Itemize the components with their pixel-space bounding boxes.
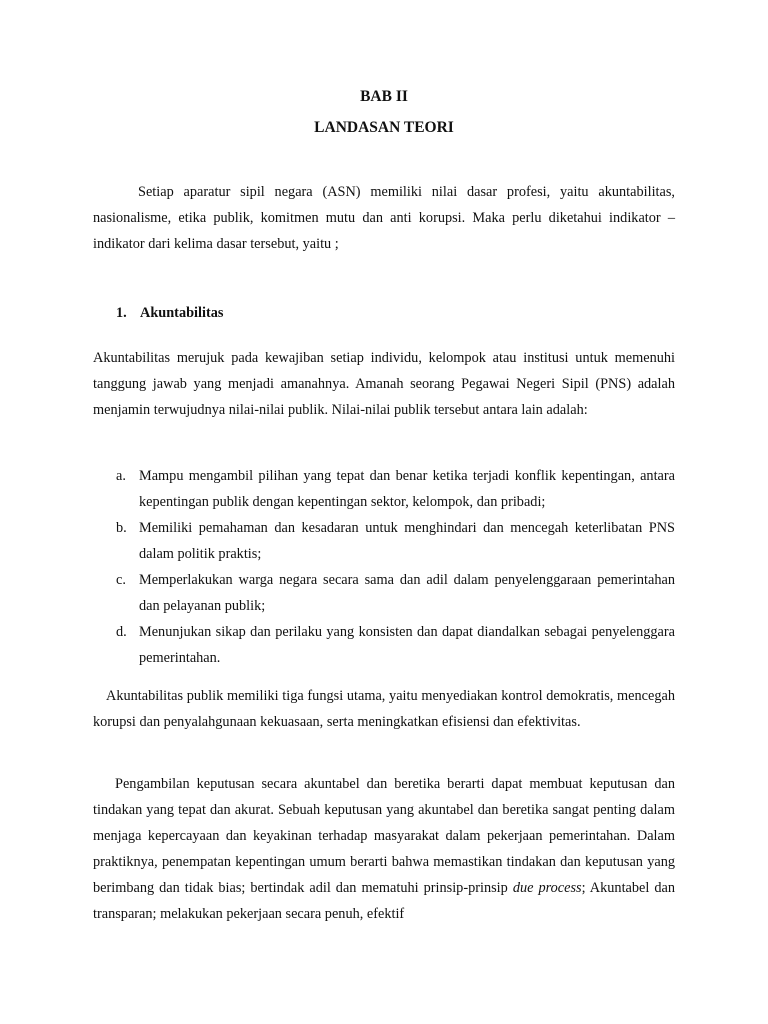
section-number: 1. <box>116 305 127 321</box>
list-item <box>116 567 675 619</box>
list-item <box>116 515 675 567</box>
list-marker: c. <box>116 572 126 588</box>
list-item-text: Menunjukan sikap dan perilaku yang konsisten dan dapat diandalkan sebagai penyelenggara pemerintahan. <box>139 624 675 666</box>
intro-paragraph: Setiap aparatur sipil negara (ASN) memiliki nilai dasar profesi, yaitu akuntabilitas, nasionalisme, etika publik, komitmen mutu dan anti korupsi. Maka perlu diketahui indikator – indikator dari kelima dasar tersebut, yaitu ; <box>93 184 675 252</box>
paragraph-akuntabilitas: Akuntabilitas merujuk pada kewajiban setiap individu, kelompok atau institusi untuk memenuhi tanggung jawab yang menjadi amanahnya. Amanah seorang Pegawai Negeri Sipil (PNS) adalah menjamin terwujudnya nilai-nilai publik. Nilai-nilai publik tersebut antara lain adalah: <box>93 350 675 418</box>
section-heading <box>116 305 223 322</box>
list-marker: d. <box>116 624 127 640</box>
list-item-text: Mampu mengambil pilihan yang tepat dan benar ketika terjadi konflik kepentingan, antara kepentingan publik dengan kepentingan sektor, kelompok, dan pribadi; <box>139 468 675 510</box>
section-title: Akuntabilitas <box>140 305 224 321</box>
paragraph-keputusan-tail: ; Akuntabel dan transparan; melakukan pekerjaan secara penuh, efektif <box>93 880 675 922</box>
list-item <box>116 463 675 515</box>
chapter-title: LANDASAN TEORI <box>314 119 454 136</box>
list-item-text: Memperlakukan warga negara secara sama dan adil dalam penyelenggaraan pemerintahan dan pelayanan publik; <box>139 572 675 614</box>
italic-term: due process <box>512 880 582 896</box>
list-marker: b. <box>116 520 127 536</box>
list-item <box>116 619 675 671</box>
chapter-number: BAB II <box>360 88 408 105</box>
list-marker: a. <box>116 468 126 484</box>
list-item-text: Memiliki pemahaman dan kesadaran untuk menghindari dan mencegah keterlibatan PNS dalam politik praktis; <box>139 520 675 562</box>
paragraph-keputusan <box>93 771 675 927</box>
values-list <box>116 463 675 671</box>
paragraph-keputusan-text: Pengambilan keputusan secara akuntabel dan beretika berarti dapat membuat keputusan dan tindakan yang tepat dan akurat. Sebuah keputusan yang akuntabel dan beretika sangat penting dalam menjaga kepercayaan dan keyakinan terhadap masyarakat dalam pekerjaan pemerintahan. Dalam praktiknya, penempatan kepentingan umum berarti bahwa memastikan tindakan dan keputusan yang berimbang dan tidak bias; bertindak adil dan mematuhi prinsip-prinsip <box>93 776 675 896</box>
paragraph-fungsi: Akuntabilitas publik memiliki tiga fungsi utama, yaitu menyediakan kontrol demokratis, mencegah korupsi dan penyalahgunaan kekuasaan, serta meningkatkan efisiensi dan efektivitas. <box>93 688 675 730</box>
